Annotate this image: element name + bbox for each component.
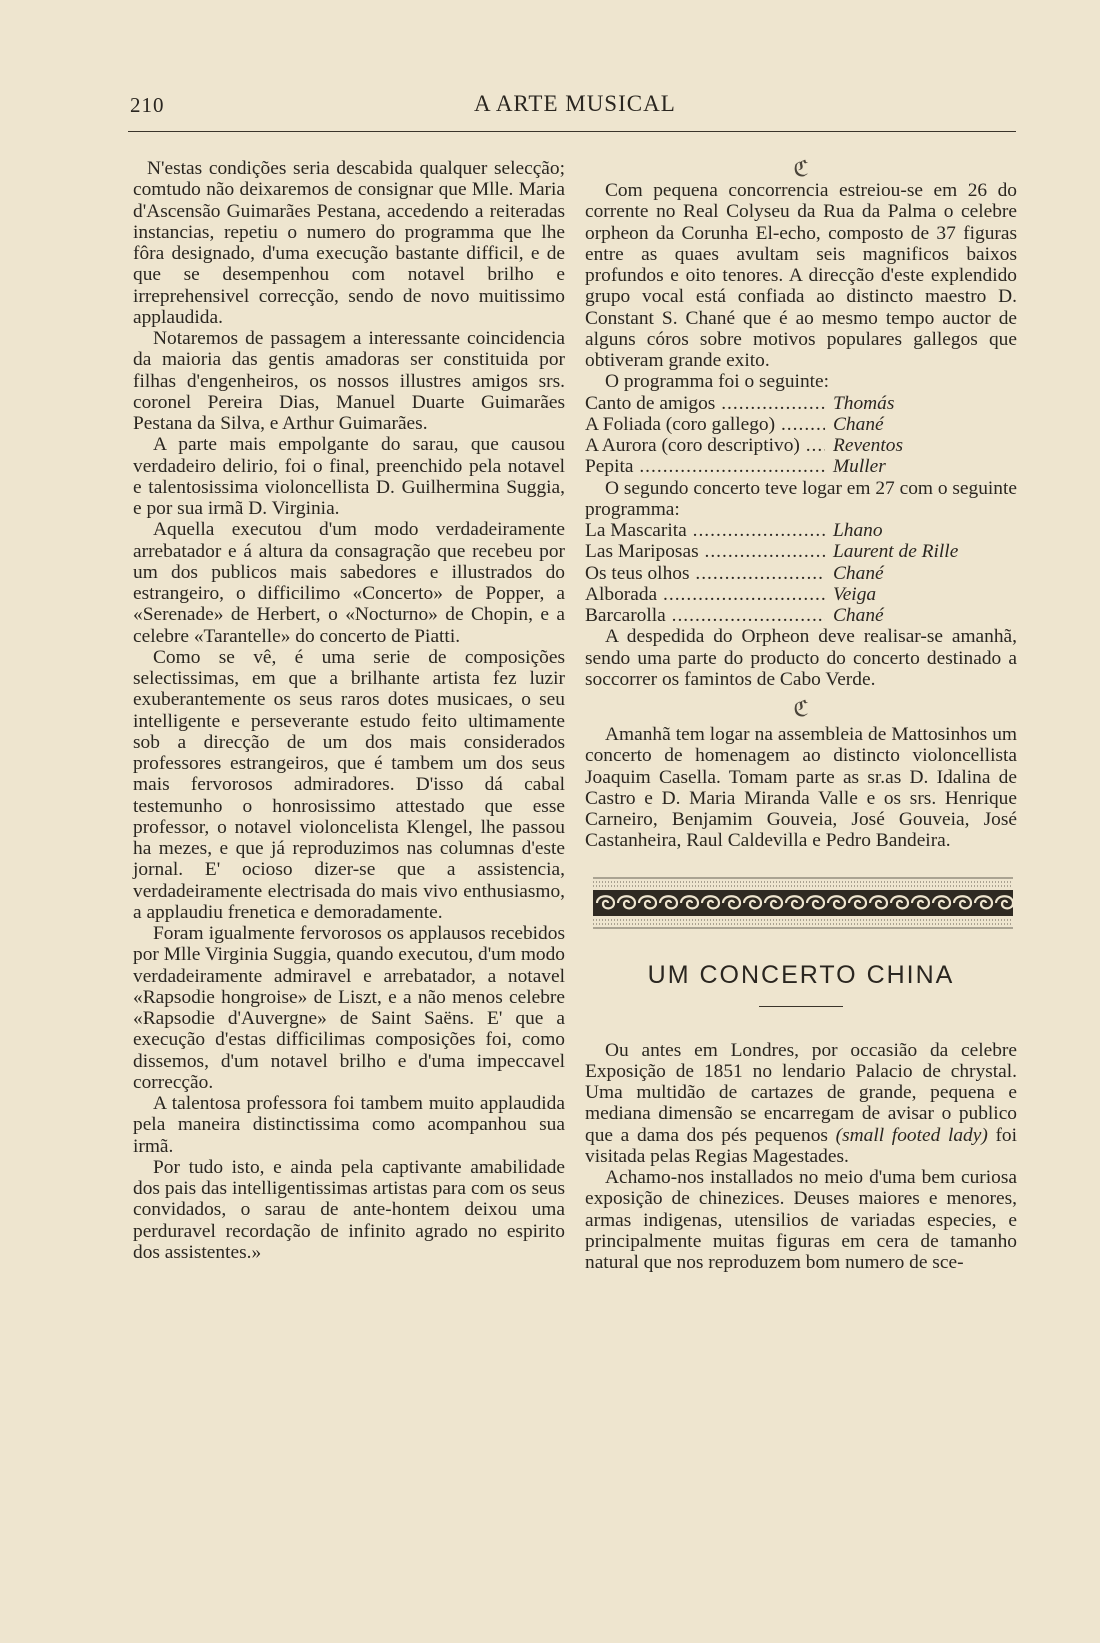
programme-composer: Chané bbox=[833, 562, 884, 584]
programme-entry bbox=[585, 456, 1017, 477]
paragraph: Aquella executou d'um modo verdadeiramente arrebatador e á altura da consagração que recebeu por um dos publicos mais sabedores e illustrados do estrangeiro, o difficilimo «Concerto» de Popper, a «Serenade» de Herbert, o «Nocturno» de Chopin, e a celebre «Tarantelle» do concerto de Piatti. bbox=[133, 519, 565, 647]
programme-entry bbox=[585, 414, 1017, 435]
paragraph: A parte mais empolgante do sarau, que causou verdadeiro delirio, foi o final, preenchido pela notavel e talentosissima violoncellista D. Guilhermina Suggia, e por sua irmã D. Virginia. bbox=[133, 434, 565, 519]
programme-entry bbox=[585, 541, 1017, 562]
paragraph: Como se vê, é uma serie de composições selectissimas, em que a brilhante artista fez luzir exuberantemente os seus raros dotes musicaes, o seu intelligente e perseverante estudo feito ultimamente sob a direcção de um dos mais considerados professores estrangeiros, que é tambem um dos seus mais fervorosos admiradores. D'isso dá cabal testemunho o honrosissimo attestado que esse professor, o notavel violoncelista Klengel, lhe passou ha mezes, e que já reproduzimos nas columnas d'este jornal. E' ocioso dizer-se que a assistencia, verdadeiramente electrisada do mais vivo enthusiasmo, a applaudiu frenetica e demoradamente. bbox=[133, 646, 565, 923]
programme-title: La Mascarita ..... bbox=[585, 520, 825, 541]
programme-composer: Lhano bbox=[833, 520, 883, 541]
header-rule bbox=[128, 131, 1016, 132]
programme-title: Las Mariposas ..... bbox=[585, 541, 825, 562]
programme-title: A Foliada (coro gallego) ..... bbox=[585, 414, 825, 435]
page-number: 210 bbox=[130, 93, 165, 117]
programme-entry bbox=[585, 435, 1017, 456]
programme-title: Pepita ..... bbox=[585, 456, 825, 477]
programme-composer: Chané bbox=[833, 413, 884, 435]
homage-paragraph: Amanhã tem logar na assembleia de Mattosinhos um concerto de homenagem ao distincto violoncellista Joaquim Casella. Tomam parte as sr.as D. Idalina de Castro e D. Maria Miranda Valle e os srs. Henrique Carneiro, Benjamim Gouveia, José Gouveia, José Castanheira, Raul Caldevilla e Pedro Bandeira. bbox=[585, 724, 1017, 852]
paragraph: Notaremos de passagem a interessante coincidencia da maioria das gentis amadoras ser constituida por filhas d'engenheiros, os nossos illustres amigos srs. coronel Pereira Dias, Manuel Duarte Guimarães Pestana da Silva, e Arthur Guimarães. bbox=[133, 328, 565, 434]
article-paragraph: Achamo-nos installados no meio d'uma bem curiosa exposição de chinezices. Deuses maiores e menores, armas indigenas, utensilios de variadas especies, e principalmente muitas figuras em cera de tamanho natural que nos reproduzem bom numero de sce- bbox=[585, 1167, 1017, 1273]
programme-title: Os teus olhos ..... bbox=[585, 563, 825, 584]
fleuron-ornament: ℭ bbox=[793, 156, 809, 181]
programme-list-2 bbox=[585, 520, 1017, 626]
article-title: UM CONCERTO CHINA bbox=[647, 960, 955, 989]
paragraph: N'estas condições seria descabida qualquer selecção; comtudo não deixaremos de consignar que Mlle. Maria d'Ascensão Guimarães Pestana, accedendo a reiteradas instancias, repetiu o numero do programma que lhe fôra designado, d'uma execução bastante difficil, e de que se desempenhou com notavel brilho e irreprehensivel correcção, sendo de novo muitissimo applaudida. bbox=[133, 158, 565, 328]
programme-entry bbox=[585, 584, 1017, 605]
programme-title: Canto de amigos ..... bbox=[585, 393, 825, 414]
programme-composer: Veiga bbox=[833, 583, 877, 605]
programme-composer: Muller bbox=[833, 456, 886, 478]
programme-composer: Chané bbox=[833, 605, 884, 626]
left-column bbox=[133, 158, 565, 1263]
programme-title: Alborada ..... bbox=[585, 584, 825, 605]
article-paragraph: Ou antes em Londres, por occasião da celebre Exposição de 1851 no lendario Palacio de chrystal. Uma multidão de cartazes de grande, pequena e mediana dimensão se encarregam de avisar o publico que a dama dos pés pequenos (small footed lady) foi visitada pelas Regias Magestades. bbox=[585, 1039, 1018, 1167]
right-column bbox=[585, 158, 1017, 1273]
fleuron-ornament: ℭ bbox=[793, 696, 809, 721]
programme-title: Barcarolla ..... bbox=[585, 605, 825, 626]
programme-composer: Thomás bbox=[833, 392, 895, 414]
programme-list-1 bbox=[585, 393, 1017, 478]
programme-entry bbox=[585, 393, 1017, 414]
programme-entry bbox=[585, 520, 1017, 541]
italic-phrase: (small footed lady) bbox=[835, 1124, 988, 1146]
paragraph: Foram igualmente fervorosos os applausos recebidos por Mlle Virginia Suggia, quando executou, d'um modo verdadeiramente admiravel e arrebatador, a notavel «Rapsodie hongroise» de Liszt, e a não menos celebre «Rapsodie d'Auvergne» de Saint Saëns. E' que a execução d'estas difficilimas composições foi, como dissemos, d'um notavel brilho e d'uma impeccavel correcção. bbox=[133, 923, 565, 1093]
programme-entry bbox=[585, 605, 1017, 626]
title-rule bbox=[759, 1006, 843, 1007]
farewell-paragraph: A despedida do Orpheon deve realisar-se amanhã, sendo uma parte do producto do concerto destinado a soccorrer os famintos de Cabo Verde. bbox=[585, 626, 1017, 690]
programme-composer: Reventos bbox=[833, 435, 903, 456]
programme-title: A Aurora (coro descriptivo) ..... bbox=[585, 435, 825, 456]
programme-intro: O segundo concerto teve logar em 27 com o seguinte programma: bbox=[585, 477, 1017, 520]
paragraph: A talentosa professora foi tambem muito applaudida pela maneira distinctissima como acompanhou sua irmã. bbox=[133, 1093, 565, 1157]
decorative-band-ornament bbox=[593, 876, 1013, 930]
running-title: A ARTE MUSICAL bbox=[474, 91, 676, 116]
paragraph: Por tudo isto, e ainda pela captivante amabilidade dos pais das intelligentissimas artistas para com os seus convidados, o sarau de ante-hontem deixou uma perduravel recordação de infinito agrado no espirito dos assistentes.» bbox=[133, 1156, 565, 1263]
programme-entry bbox=[585, 563, 1017, 584]
programme-composer: Laurent de Rille bbox=[833, 541, 959, 563]
programme-intro: O programma foi o seguinte: bbox=[605, 371, 830, 393]
orpheon-paragraph: Com pequena concorrencia estreiou-se em 26 do corrente no Real Colyseu da Rua da Palma o celebre orpheon da Corunha El-echo, composto de 37 figuras entre as quaes avultam seis magnificos baixos profundos e oito tenores. A direcção d'este explendido grupo vocal está confiada ao distincto maestro D. Constant S. Chané que é ao mesmo tempo auctor de alguns córos sobre motivos populares gallegos que obtiveram grande exito. bbox=[585, 180, 1017, 371]
